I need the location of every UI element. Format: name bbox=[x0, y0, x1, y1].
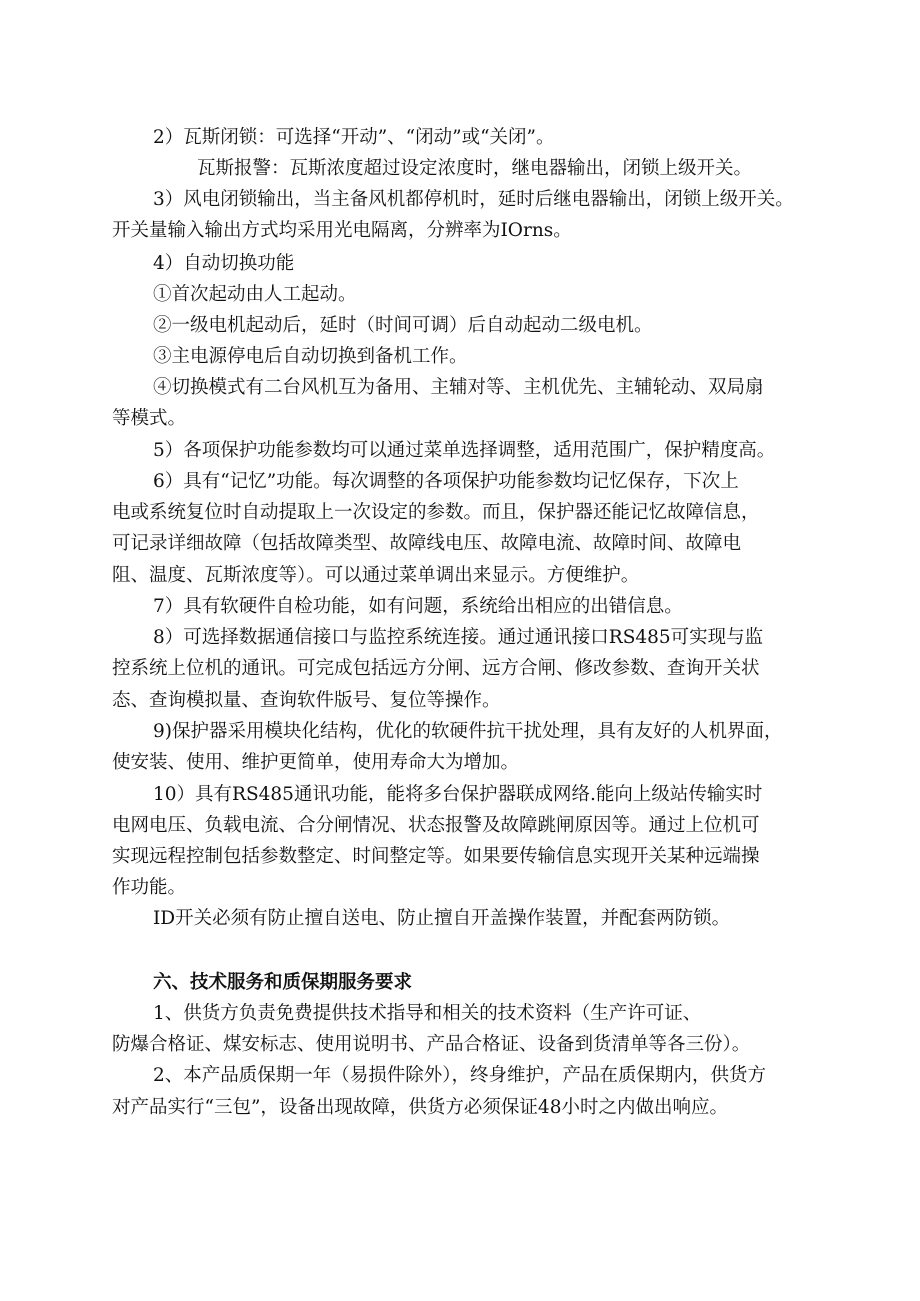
paragraph-line: ③主电源停电后自动切换到备机工作。 bbox=[153, 346, 468, 367]
paragraph-line: 9)保护器采用模块化结构，优化的软硬件抗干扰处理，具有友好的人机界面， bbox=[153, 721, 783, 742]
paragraph-line: 4）自动切换功能 bbox=[153, 253, 295, 274]
paragraph-line: 6）具有“记忆”功能。每次调整的各项保护功能参数均记忆保存，下次上 bbox=[153, 471, 739, 492]
paragraph-line: 实现远程控制包括参数整定、时间整定等。如果要传输信息实现开关某种远端操 bbox=[112, 846, 760, 867]
paragraph-line: ②一级电机起动后，延时（时间可调）后自动起动二级电机。 bbox=[153, 315, 653, 336]
paragraph-line: 控系统上位机的通讯。可完成包括远方分闸、远方合闸、修改参数、查询开关状 bbox=[112, 658, 760, 679]
paragraph-line: 开关量输入输出方式均采用光电隔离，分辨率为IOrns。 bbox=[112, 220, 572, 241]
paragraph-line: 2）瓦斯闭锁：可选择“开动”、“闭动”或“关闭”。 bbox=[153, 127, 555, 148]
section-heading: 六、技术服务和质保期服务要求 bbox=[153, 972, 413, 993]
paragraph-line: 瓦斯报警：瓦斯浓度超过设定浓度时，继电器输出，闭锁上级开关。 bbox=[197, 158, 753, 179]
paragraph-line: 10）具有RS485通讯功能，能将多台保护器联成网络.能向上级站传输实时 bbox=[153, 784, 763, 805]
paragraph-line: 防爆合格证、煤安标志、使用说明书、产品合格证、设备到货清单等各三份）。 bbox=[112, 1034, 751, 1055]
paragraph-line: 7）具有软硬件自检功能，如有问题，系统给出相应的出错信息。 bbox=[153, 596, 683, 617]
paragraph-line: 3）风电闭锁输出，当主备风机都停机时，延时后继电器输出，闭锁上级开关。 bbox=[153, 189, 794, 210]
paragraph-line: 2、本产品质保期一年（易损件除外），终身维护，产品在质保期内，供货方 bbox=[153, 1065, 767, 1086]
paragraph-line: ①首次起动由人工起动。 bbox=[153, 284, 357, 305]
paragraph-line: 电或系统复位时自动提取上一次设定的参数。而且，保护器还能记忆故障信息， bbox=[112, 502, 760, 523]
paragraph-line: 作功能。 bbox=[112, 877, 187, 898]
paragraph-line: 等模式。 bbox=[112, 408, 187, 429]
paragraph-line: ④切换模式有二台风机互为备用、主辅对等、主机优先、主辅轮动、双局扇 bbox=[153, 377, 764, 398]
paragraph-line: 阻、温度、瓦斯浓度等）。可以通过菜单调出来显示。方便维护。 bbox=[112, 565, 640, 586]
paragraph-line: 5）各项保护功能参数均可以通过菜单选择调整，适用范围广，保护精度高。 bbox=[153, 440, 776, 461]
paragraph-line: 可记录详细故障（包括故障类型、故障线电压、故障电流、故障时间、故障电 bbox=[112, 533, 742, 554]
paragraph-line: 1、供货方负责免费提供技术指导和相关的技术资料（生产许可证、 bbox=[153, 1003, 702, 1024]
paragraph-line: ID开关必须有防止擅自送电、防止擅自开盖操作装置，并配套两防锁。 bbox=[153, 908, 731, 929]
paragraph-line: 态、查询模拟量、查询软件版号、复位等操作。 bbox=[112, 690, 501, 711]
paragraph-line: 对产品实行“三包”，设备出现故障，供货方必须保证48小时之内做出响应。 bbox=[112, 1097, 728, 1118]
paragraph-line: 使安装、使用、维护更简单，使用寿命大为增加。 bbox=[112, 752, 520, 773]
paragraph-line: 电网电压、负载电流、合分闸情况、状态报警及故障跳闸原因等。通过上位机可 bbox=[112, 815, 760, 836]
paragraph-line: 8）可选择数据通信接口与监控系统连接。通过通讯接口RS485可实现与监 bbox=[153, 627, 764, 648]
